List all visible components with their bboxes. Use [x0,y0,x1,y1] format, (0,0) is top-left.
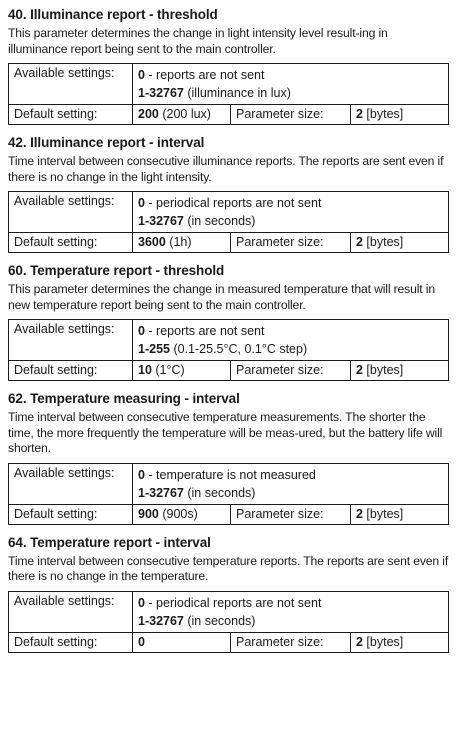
parameter-table [8,591,449,653]
section-description: This parameter determines the change in light intensity level result-ing in illuminance report being sent to the main controller. [8,26,388,56]
option-text: (in seconds) [183,613,256,628]
available-settings-label: Available settings: [9,320,133,361]
available-settings-values [133,591,449,632]
section-title: 40. Illuminance report - threshold [8,7,218,22]
default-value: 3600 [138,235,166,249]
available-settings-row [9,591,449,632]
default-value: 10 [138,363,152,377]
size-value: 2 [356,235,363,249]
default-setting-value [133,504,231,524]
parameter-size-value [351,361,449,381]
default-setting-value [133,361,231,381]
default-setting-row [9,233,449,253]
default-setting-value [133,632,231,652]
available-settings-label: Available settings: [9,463,133,504]
option-line [138,594,443,612]
section-title: 62. Temperature measuring - interval [8,391,240,406]
parameter-size-value [351,105,449,125]
size-unit: [bytes] [362,107,404,121]
option-text: (illuminance in lux) [183,86,291,100]
section-description: Time interval between consecutive temperature reports. The reports are sent even if there is no change in the temperature. [8,553,449,583]
option-value: 1-32767 [138,485,184,500]
size-unit: [bytes] [362,634,404,649]
available-settings-row [9,64,449,105]
available-settings-row [9,463,449,504]
parameter-size-value [351,632,449,652]
parameter-section-62 [8,390,450,525]
section-description: Time interval between consecutive illuminance reports. The reports are sent even if there is no change in the light intensity. [8,154,444,184]
available-settings-label: Available settings: [9,591,133,632]
size-value: 2 [356,107,363,121]
size-unit: [bytes] [362,506,404,521]
section-title: 64. Temperature report - interval [8,534,211,550]
default-value: 200 [138,107,159,121]
default-setting-row [9,504,449,524]
available-settings-row [9,192,449,233]
section-title: 60. Temperature report - threshold [8,263,225,278]
option-text: - reports are not sent [144,68,265,82]
parameter-size-label: Parameter size: [231,632,351,652]
default-setting-row [9,361,449,381]
size-value: 2 [356,634,363,649]
default-value: 900 [138,506,159,521]
parameter-size-label: Parameter size: [231,105,351,125]
parameter-table [8,319,449,381]
available-settings-row [9,320,449,361]
available-settings-values [133,463,449,504]
available-settings-values [133,320,449,361]
default-setting-label: Default setting: [9,632,133,652]
available-settings-values [133,192,449,233]
parameter-section-42 [8,134,450,253]
option-value: 1-32767 [138,214,184,228]
parameter-table [8,63,449,125]
size-value: 2 [356,363,363,377]
available-settings-values [133,64,449,105]
default-note: (200 lux) [158,107,211,121]
parameter-table [8,191,449,253]
option-value: 1-32767 [138,613,184,628]
parameter-section-60 [8,262,450,381]
parameter-size-label: Parameter size: [231,233,351,253]
default-setting-value [133,233,231,253]
option-line [138,340,443,358]
size-unit: [bytes] [362,363,404,377]
option-value: 0 [138,324,145,338]
section-title: 42. Illuminance report - interval [8,135,205,150]
default-value: 0 [138,634,145,649]
option-text: - periodical reports are not sent [144,595,322,610]
parameter-size-label: Parameter size: [231,361,351,381]
option-value: 0 [138,68,145,82]
option-text: - periodical reports are not sent [144,196,322,210]
option-value: 1-32767 [138,86,184,100]
available-settings-label: Available settings: [9,192,133,233]
option-line [138,212,443,230]
option-text: - reports are not sent [144,324,265,338]
default-setting-label: Default setting: [9,233,133,253]
section-description: Time interval between consecutive temperature measurements. The shorter the time, the more frequently the temperature will be meas-ured, but the battery life will shorten. [8,410,443,455]
parameter-section-40 [8,6,450,125]
parameter-size-value [351,504,449,524]
option-text: (in seconds) [183,485,256,500]
default-note: (1h) [165,235,192,249]
parameter-size-label: Parameter size: [231,504,351,524]
option-value: 0 [138,196,145,210]
parameter-table [8,463,449,525]
option-value: 1-255 [138,342,170,356]
option-line [138,66,443,84]
option-text: (in seconds) [183,214,256,228]
section-description: This parameter determines the change in measured temperature that will result in new temperature report being sent to the main controller. [8,282,435,312]
option-text: - temperature is not measured [144,467,316,482]
option-line [138,194,443,212]
size-unit: [bytes] [362,235,404,249]
option-line [138,322,443,340]
option-line [138,466,443,484]
option-value: 0 [138,595,145,610]
default-setting-label: Default setting: [9,504,133,524]
default-note: (900s) [158,506,198,521]
size-value: 2 [356,506,363,521]
option-line [138,484,443,502]
default-setting-row [9,105,449,125]
default-note: (1°C) [151,363,185,377]
option-line [138,612,443,630]
option-value: 0 [138,467,145,482]
default-setting-label: Default setting: [9,361,133,381]
default-setting-value [133,105,231,125]
parameter-size-value [351,233,449,253]
option-text: (0.1-25.5°C, 0.1°C step) [169,342,308,356]
option-line [138,84,443,102]
default-setting-row [9,632,449,652]
parameter-section-64 [8,534,450,653]
default-setting-label: Default setting: [9,105,133,125]
available-settings-label: Available settings: [9,64,133,105]
